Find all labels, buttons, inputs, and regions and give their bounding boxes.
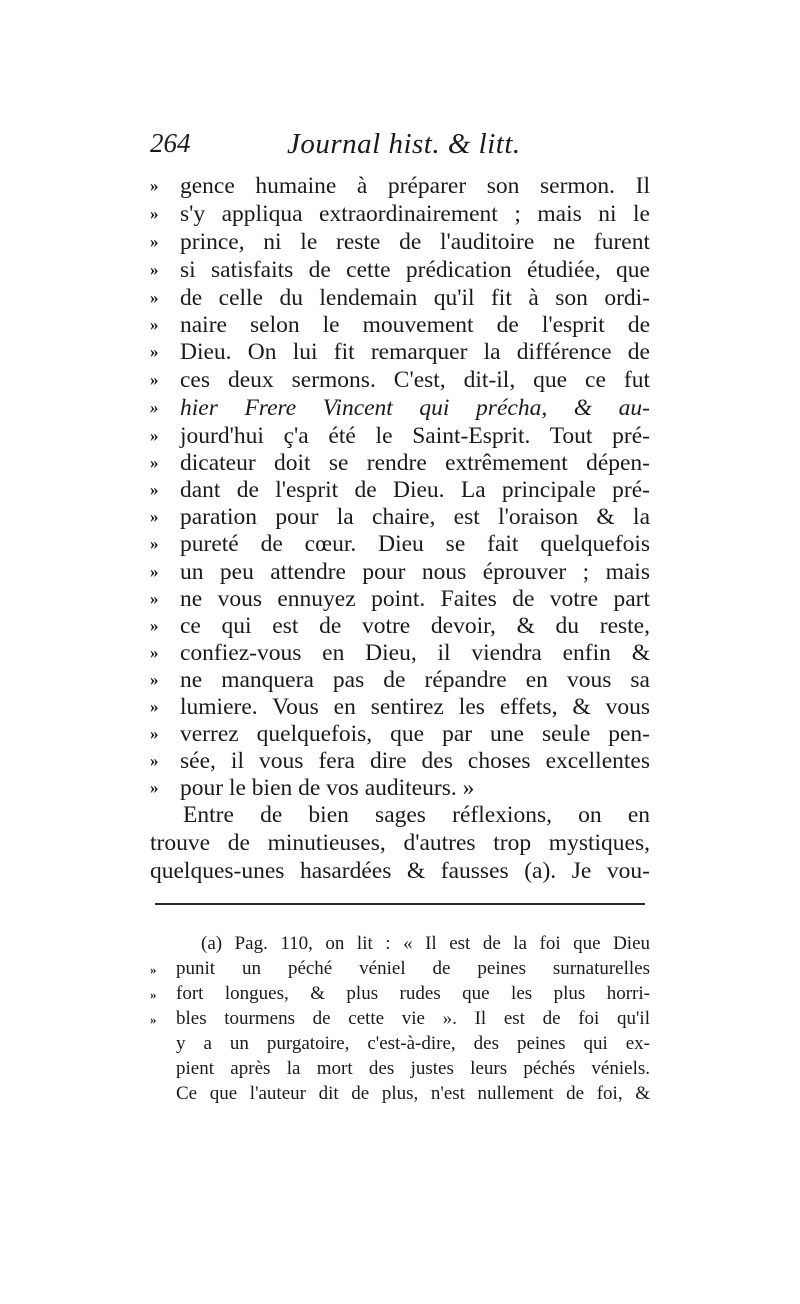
footnote-line: Ce que l'auteur dit de plus, n'est nullement de foi, &: [176, 1083, 650, 1104]
text-line: » paration pour la chaire, est l'oraison & la: [150, 504, 650, 530]
footnote-line: pient après la mort des justes leurs péchés véniels.: [176, 1058, 650, 1079]
text-line: » prince, ni le reste de l'auditoire ne furent: [150, 229, 650, 255]
footnote-line: (a) Pag. 110, on lit : « Il est de la foi que Dieu: [201, 933, 650, 954]
text-line: Entre de bien sages réflexions, on en: [183, 802, 650, 828]
footnote-line: » fort longues, & plus rudes que les plus horri-: [150, 983, 650, 1004]
footnote-line: » punit un péché véniel de peines surnaturelles: [150, 958, 650, 979]
text-line: quelques-unes hasardées & fausses (a). Je vou-: [150, 858, 650, 884]
text-line: » hier Frere Vincent qui précha, & au-: [150, 395, 650, 421]
text-line: » pour le bien de vos auditeurs. »: [150, 775, 475, 801]
text-line: » pureté de cœur. Dieu se fait quelquefois: [150, 531, 650, 557]
text-line: » ce qui est de votre devoir, & du reste,: [150, 613, 650, 639]
text-line: » confiez-vous en Dieu, il viendra enfin &: [150, 640, 650, 666]
text-line: trouve de minutieuses, d'autres trop mystiques,: [150, 830, 650, 856]
footnote-rule: [155, 903, 645, 905]
text-line: » de celle du lendemain qu'il fit à son ordi-: [150, 285, 650, 311]
text-line: » dant de l'esprit de Dieu. La principale pré-: [150, 477, 650, 503]
page-number: 264: [150, 128, 191, 158]
text-line: » sée, il vous fera dire des choses excellentes: [150, 748, 650, 774]
text-line: » dicateur doit se rendre extrêmement dépen-: [150, 450, 650, 476]
text-line: » gence humaine à préparer son sermon. Il: [150, 173, 650, 199]
text-line: » s'y appliqua extraordinairement ; mais ni le: [150, 201, 650, 227]
text-line: » ne vous ennuyez point. Faites de votre part: [150, 586, 650, 612]
text-line: » Dieu. On lui fit remarquer la différence de: [150, 339, 650, 365]
text-line: » si satisfaits de cette prédication étudiée, que: [150, 257, 650, 283]
text-line: » ces deux sermons. C'est, dit-il, que ce fut: [150, 367, 650, 393]
text-line: » lumiere. Vous en sentirez les effets, & vous: [150, 694, 650, 720]
text-line: » ne manquera pas de répandre en vous sa: [150, 667, 650, 693]
text-line: » un peu attendre pour nous éprouver ; mais: [150, 559, 650, 585]
footnote-line: » bles tourmens de cette vie ». Il est de foi qu'il: [150, 1008, 650, 1029]
text-line: » naire selon le mouvement de l'esprit de: [150, 312, 650, 338]
footnote-line: y a un purgatoire, c'est-à-dire, des peines qui ex-: [176, 1033, 650, 1054]
running-head: Journal hist. & litt.: [287, 128, 521, 160]
page-header: [150, 128, 650, 168]
text-line: » jourd'hui ç'a été le Saint-Esprit. Tout pré-: [150, 423, 650, 449]
text-line: » verrez quelquefois, que par une seule pen-: [150, 721, 650, 747]
